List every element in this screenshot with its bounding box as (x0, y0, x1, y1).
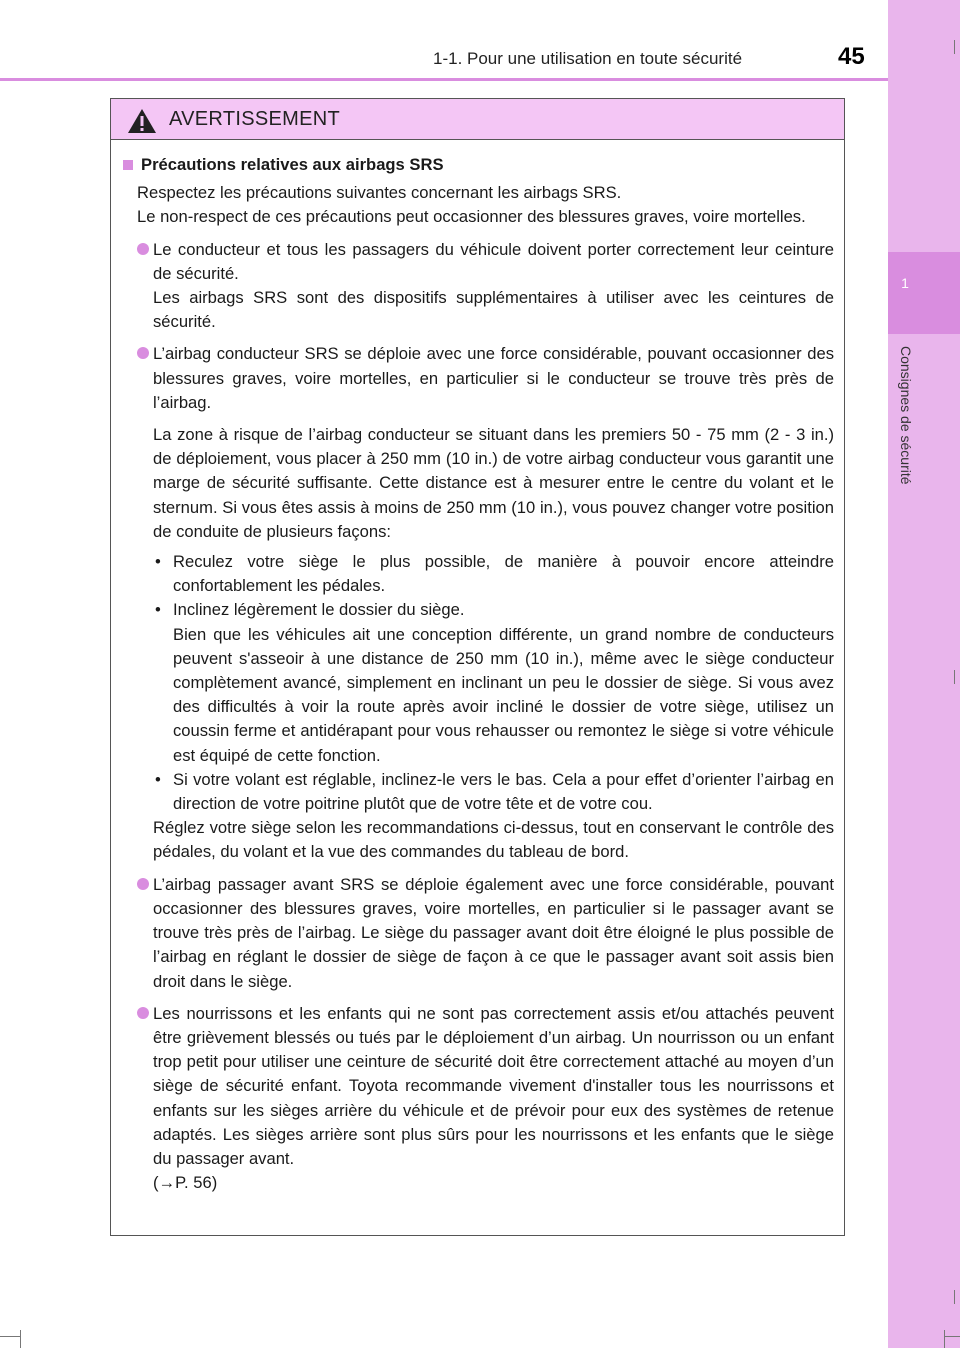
crop-mark (944, 1330, 945, 1348)
header-rule (0, 78, 888, 81)
warning-triangle-icon (127, 108, 157, 134)
dot-bullet-icon (137, 878, 149, 890)
page-number: 45 (838, 43, 865, 70)
dash-item-3 (153, 768, 834, 816)
bullet2-paragraph: La zone à risque de l’airbag conducteur se situant dans les premiers 50 - 75 mm (2 - 3 in.) de déploiement, vous placer à 250 mm (10 in.) de votre airbag conducteur vous garantit une marge de sécurité suffisante. Cette distance est à mesurer entre le centre du volant et le sternum. Si vous êtes assis à moins de 250 mm (10 in.), vous pouvez changer votre position de conduite de plusieurs façons: (153, 425, 834, 541)
section-header-title: 1-1. Pour une utilisation en toute sécurité (433, 49, 743, 68)
crop-mark (954, 1290, 955, 1304)
bullet3-text: L’airbag passager avant SRS se déploie également avec une force considérable, pouvant occasionner des blessures graves, voire mortelles, en particulier si le passager avant se trouve très près de l’airbag. Le siège du passager avant doit être éloigné le plus possible de l’airbag en réglant le dossier de siège de façon à ce que le passager avant soit assis bien droit dans le siège. (153, 874, 834, 991)
dash-item-1 (153, 550, 834, 598)
dot-bullet-icon (137, 1007, 149, 1019)
crop-mark (944, 1336, 960, 1337)
crop-mark (20, 1330, 21, 1348)
crop-mark (0, 1336, 20, 1337)
bullet2-closing: Réglez votre siège selon les recommandations ci-dessus, tout en conservant le contrôle des pédales, du volant et la vue des commandes du tableau de bord. (153, 818, 834, 862)
bullet-item-passenger-airbag (123, 873, 834, 994)
warning-box (110, 98, 845, 1236)
dash-bullet: • (155, 600, 161, 620)
bullet-item-children (123, 1002, 834, 1196)
intro (123, 181, 834, 229)
dash-item-2 (153, 598, 834, 767)
crop-mark (954, 670, 955, 684)
bullet2-text: L’airbag conducteur SRS se déploie avec une force considérable, pouvant occasionner des blessures graves, voire mortelles, en particulier si le conducteur se trouve très près de l’airbag. (153, 344, 834, 412)
page-reference: (→P. 56) (153, 1173, 218, 1193)
side-tab (888, 0, 960, 1348)
dash-item-1-text: Reculez votre siège le plus possible, de manière à pouvoir encore atteindre confortablement les pédales. (173, 552, 834, 596)
chapter-tab-active (888, 252, 960, 334)
intro-line-1: Respectez les précautions suivantes concernant les airbags SRS. (137, 183, 622, 203)
section-heading (123, 153, 834, 177)
dot-bullet-icon (137, 243, 149, 255)
dash-bullet: • (155, 552, 161, 572)
dash-item-3-text: Si votre volant est réglable, inclinez-le vers le bas. Cela a pour effet d’orienter l’airbag en direction de votre poitrine plutôt que de votre tête et de votre cou. (173, 769, 834, 814)
chapter-title: Consignes de sécurité (898, 346, 914, 485)
warning-content (111, 139, 844, 1235)
chapter-number: 1 (901, 275, 909, 291)
bullet1-line-2: Les airbags SRS sont des dispositifs supplémentaires à utiliser avec les ceintures de sécurité. (153, 288, 834, 332)
bullet4-text: Les nourrissons et les enfants qui ne sont pas correctement assis et/ou attachés peuvent être grièvement blessés ou tués par le déploiement d’un airbag. Un nourrisson ou un enfant trop petit pour utiliser une ceinture de sécurité doit être correctement attaché au moyen d’un siège de sécurité enfant. Toyota recommande vivement d'installer tous les nourrissons et enfants sur les sièges arrière du véhicule et de prévoir pour eux des systèmes de retenue adaptés. Les sièges arrière sont plus sûrs pour les nourrissons et les enfants que le siège du passager avant. (153, 1003, 834, 1168)
section-heading-text: Précautions relatives aux airbags SRS (141, 155, 444, 174)
dash-bullet: • (155, 769, 161, 789)
dash-item-2-line-1: Inclinez légèrement le dossier du siège. (173, 600, 465, 620)
crop-mark (954, 40, 955, 54)
intro-line-2: Le non-respect de ces précautions peut occasionner des blessures graves, voire mortelles. (137, 207, 806, 227)
bullet1-line-1: Le conducteur et tous les passagers du véhicule doivent porter correctement leur ceinture de sécurité. (153, 239, 834, 283)
dash-list (123, 550, 834, 816)
dash-item-2-line-2: Bien que les véhicules ait une conception différente, un grand nombre de conducteurs peuvent s'asseoir à une distance de 250 mm (10 in.), même avec le siège conducteur complètement avancé, simplement en inclinant un peu le dossier de siège. Si vous avez des difficultés à voir la route après avoir incliné le dossier de votre siège, utilisez un coussin ferme et antidérapant pour vous rehausser ou remontez le siège si votre véhicule est équipé de cette fonction. (173, 624, 834, 765)
bullet-item-seatbelt (123, 238, 834, 335)
bullet-item-driver-airbag (123, 342, 834, 415)
dot-bullet-icon (137, 347, 149, 359)
square-bullet-icon (123, 160, 133, 170)
warning-header (111, 99, 844, 140)
warning-title: AVERTISSEMENT (169, 108, 340, 130)
